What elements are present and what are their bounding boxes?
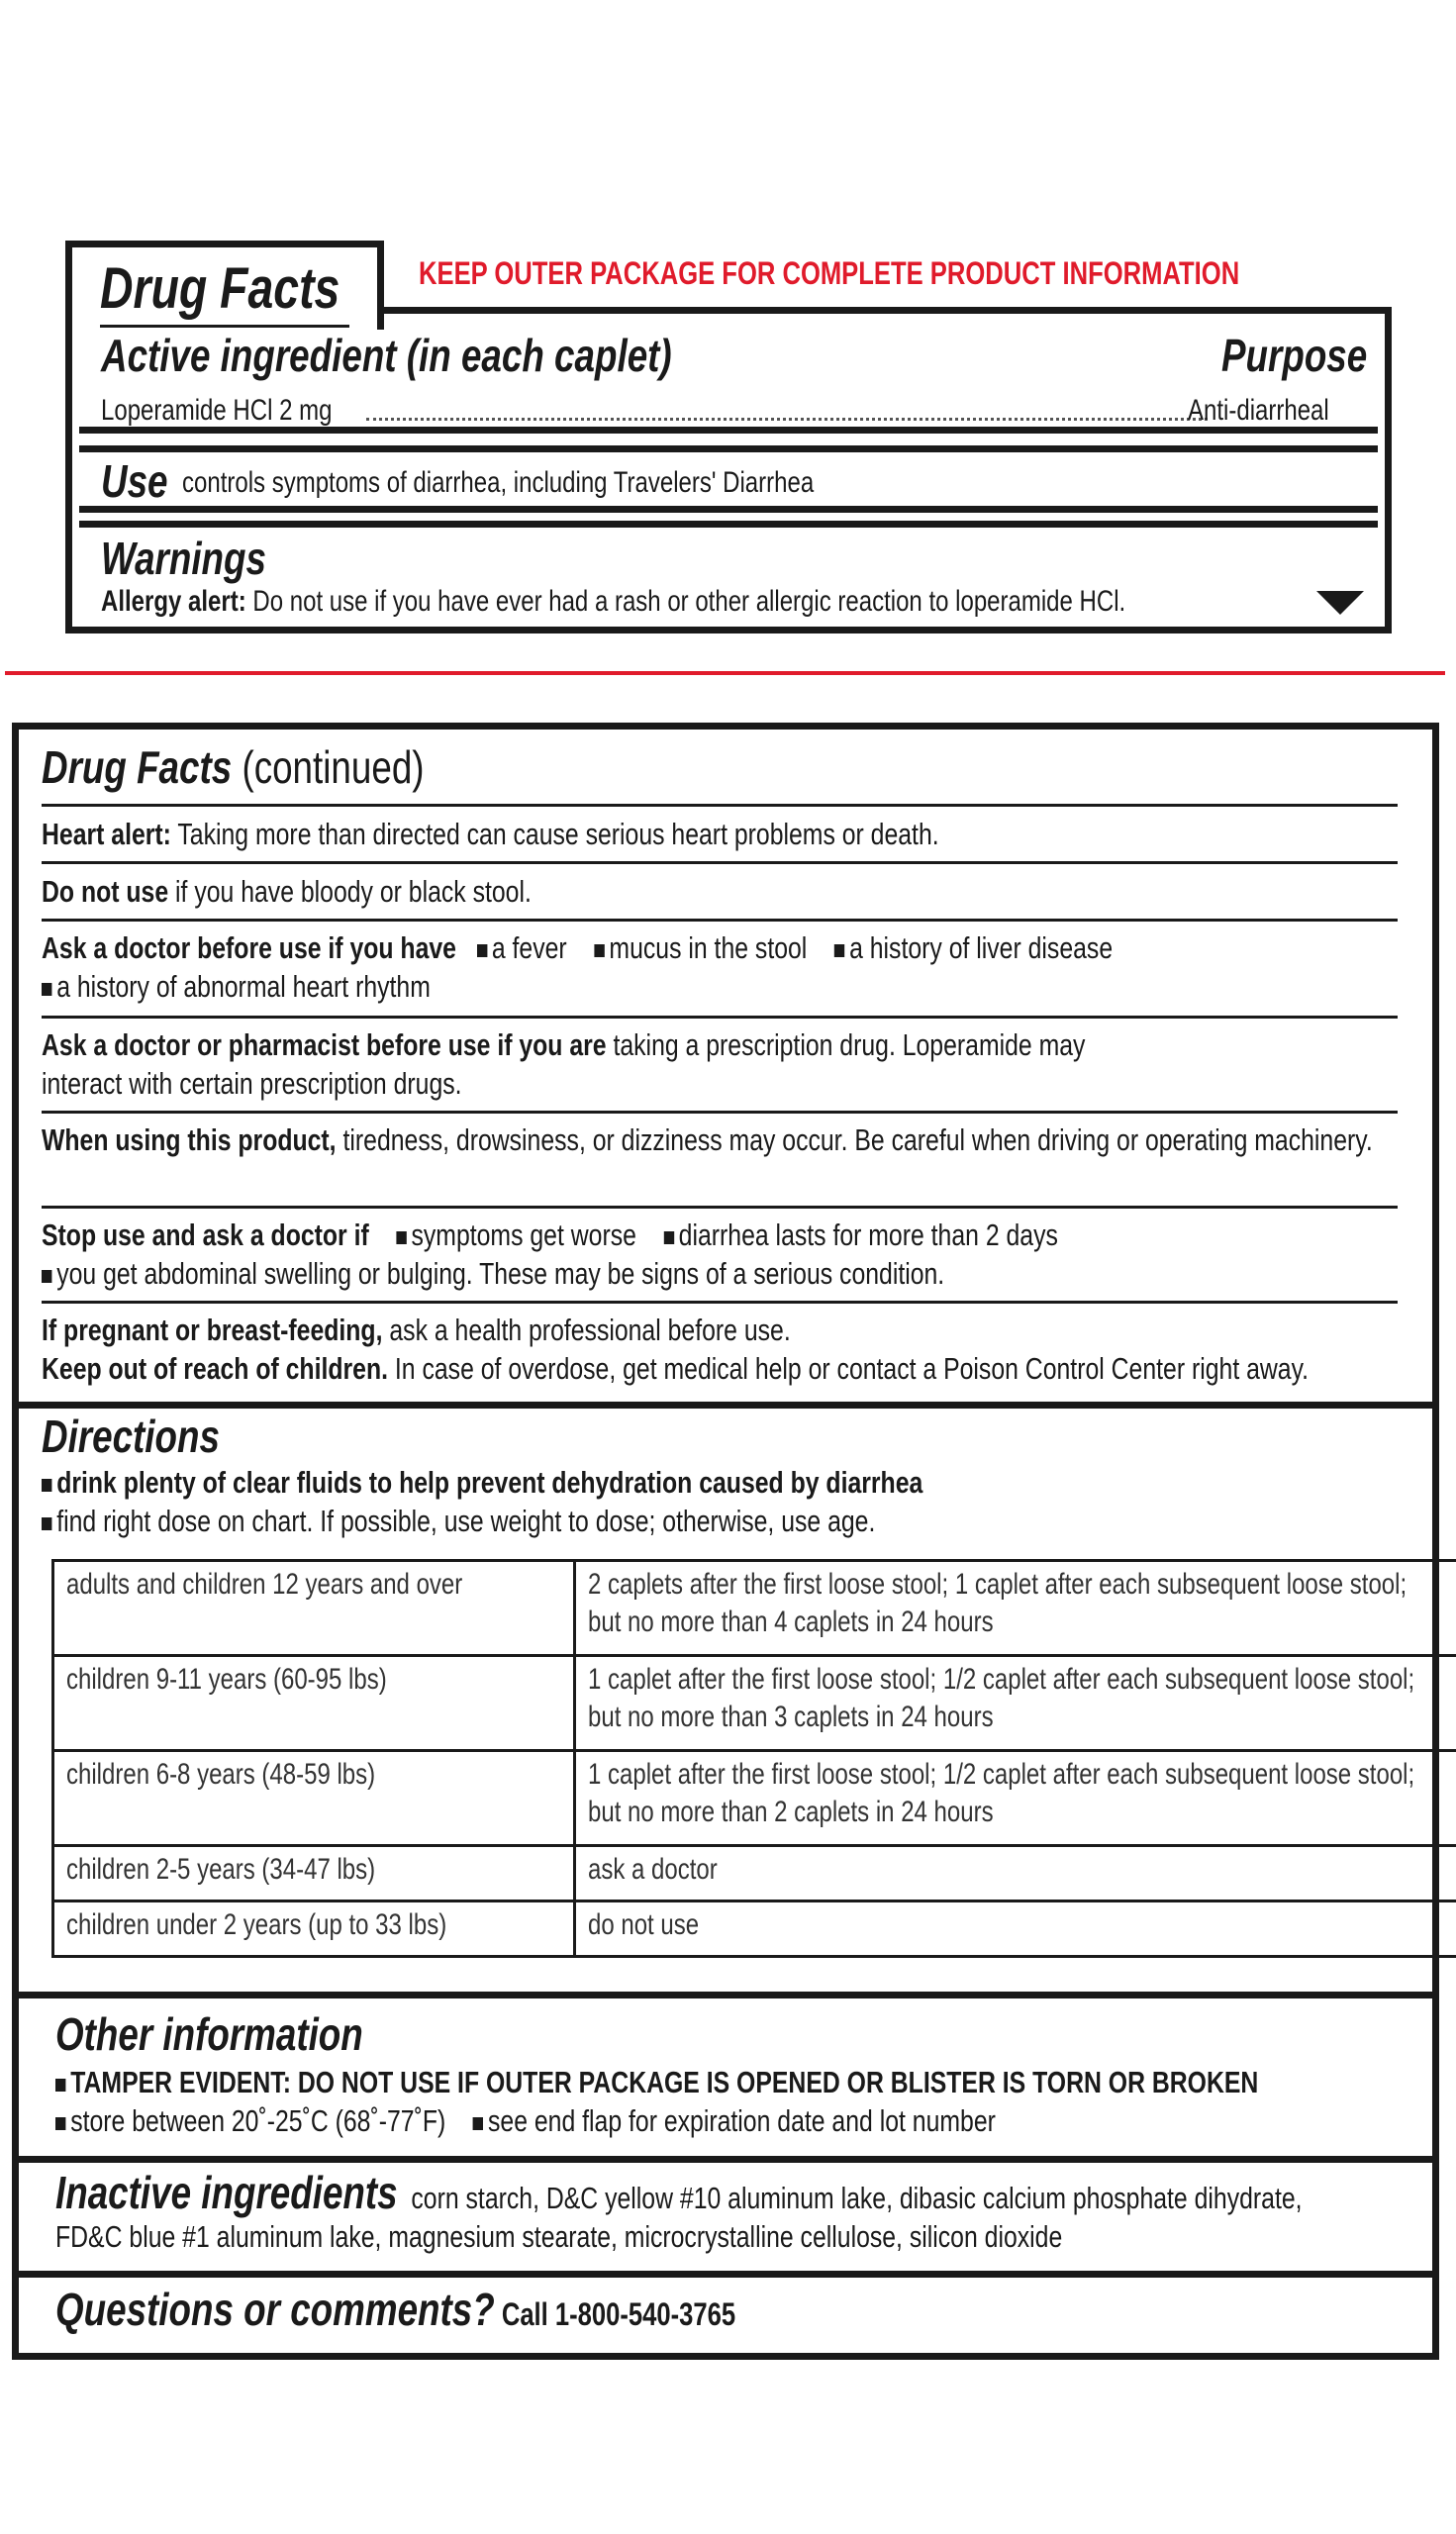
square-bullet-icon xyxy=(42,983,51,996)
square-bullet-icon xyxy=(396,1231,406,1244)
inactive-ingredients-section xyxy=(55,2167,1411,2256)
heart-alert-text: Taking more than directed can cause serious heart problems or death. xyxy=(177,817,939,851)
keep-out-text: In case of overdose, get medical help or contact a Poison Control Center right away. xyxy=(394,1351,1310,1386)
stop-use-item: diarrhea lasts for more than 2 days xyxy=(678,1218,1058,1252)
stop-use-item: you get abdominal swelling or bulging. These may be signs of a serious condition. xyxy=(56,1256,945,1291)
inactive-ingredients-header: Inactive ingredients xyxy=(55,2167,398,2218)
stop-use xyxy=(42,1216,1398,1293)
dose-cell xyxy=(575,1751,1456,1846)
continued-title xyxy=(42,740,425,794)
directions-section xyxy=(42,1410,1398,1463)
age-text: children under 2 years (up to 33 lbs) xyxy=(66,1908,447,1941)
square-bullet-icon xyxy=(42,1479,51,1492)
rule xyxy=(42,1016,1398,1019)
purpose-header: Purpose xyxy=(1221,330,1368,381)
age-cell xyxy=(53,1751,575,1846)
directions-header: Directions xyxy=(42,1411,220,1462)
age-text: children 6-8 years (48-59 lbs) xyxy=(66,1758,376,1791)
do-not-use-label: Do not use xyxy=(42,874,169,909)
pregnancy-and-children xyxy=(42,1311,1398,1388)
directions-bullet: drink plenty of clear fluids to help prevent dehydration caused by diarrhea xyxy=(56,1465,923,1500)
age-text: adults and children 12 years and over xyxy=(66,1568,463,1601)
dose-cell xyxy=(575,1846,1456,1901)
rule xyxy=(42,861,1398,864)
rule xyxy=(42,1301,1398,1304)
table-row xyxy=(53,1561,1456,1656)
allergy-alert xyxy=(101,585,1125,619)
when-using-label: When using this product, xyxy=(42,1122,337,1157)
separator-line xyxy=(5,671,1445,675)
triangle-down-icon[interactable] xyxy=(1316,591,1364,617)
square-bullet-icon xyxy=(473,2117,483,2130)
dose-text: 1 caplet after the first loose stool; 1/2 caplet after each subsequent loose stool; but no more than 2 caplets in 24 hours xyxy=(588,1758,1415,1828)
questions-section xyxy=(55,2283,1411,2336)
square-bullet-icon xyxy=(663,1231,673,1244)
square-bullet-icon xyxy=(42,1517,51,1530)
allergy-text: Do not use if you have ever had a rash or other allergic reaction to loperamide HCl. xyxy=(252,585,1126,618)
directions-bullet: find right dose on chart. If possible, use weight to dose; otherwise, use age. xyxy=(56,1504,876,1538)
section-divider xyxy=(19,2156,1432,2163)
section-divider xyxy=(19,1402,1432,1409)
inactive-ingredients-text: corn starch, D&C yellow #10 aluminum lake, dibasic calcium phosphate dihydrate, xyxy=(411,2181,1303,2215)
ask-pharmacist xyxy=(42,1025,1398,1103)
section-divider xyxy=(19,1992,1432,1998)
dose-cell xyxy=(575,1561,1456,1656)
ask-doctor-label: Ask a doctor before use if you have xyxy=(42,930,456,965)
square-bullet-icon xyxy=(55,2079,65,2092)
active-ingredient-header: Active ingredient (in each caplet) xyxy=(101,330,672,381)
when-using xyxy=(42,1121,1398,1159)
age-cell xyxy=(53,1656,575,1751)
age-cell xyxy=(53,1901,575,1957)
ingredient-name: Loperamide HCl 2 mg xyxy=(101,394,333,427)
heart-alert xyxy=(42,815,1398,853)
table-row xyxy=(53,1846,1456,1901)
age-text: children 2-5 years (34-47 lbs) xyxy=(66,1853,376,1886)
use-header: Use xyxy=(101,455,168,507)
active-ingredient-section xyxy=(79,315,1378,434)
square-bullet-icon xyxy=(834,944,844,957)
dose-cell xyxy=(575,1656,1456,1751)
stop-use-item: symptoms get worse xyxy=(411,1218,636,1252)
drug-facts-title: Drug Facts xyxy=(100,256,340,321)
heart-alert-label: Heart alert: xyxy=(42,817,171,851)
rule xyxy=(42,919,1398,922)
end-flap-text: see end flap for expiration date and lot number xyxy=(488,2103,996,2138)
allergy-label: Allergy alert: xyxy=(101,585,246,618)
rule xyxy=(42,1111,1398,1114)
questions-header: Questions or comments? xyxy=(55,2284,495,2335)
use-text: controls symptoms of diarrhea, including Travelers' Diarrhea xyxy=(182,466,815,499)
other-information-header: Other information xyxy=(55,2008,363,2060)
warnings-section xyxy=(79,521,1378,620)
other-information-items xyxy=(55,2063,1411,2140)
continued-title-main: Drug Facts xyxy=(42,741,233,793)
ask-pharmacist-label: Ask a doctor or pharmacist before use if you are xyxy=(42,1027,607,1062)
phone-number[interactable]: Call 1-800-540-3765 xyxy=(501,2296,736,2332)
use-section xyxy=(79,445,1378,513)
other-information-section xyxy=(55,2007,1411,2061)
tamper-evident-text: TAMPER EVIDENT: DO NOT USE IF OUTER PACKAGE IS OPENED OR BLISTER IS TORN OR BROKEN xyxy=(70,2065,1259,2099)
square-bullet-icon xyxy=(594,944,604,957)
keep-out-label: Keep out of reach of children. xyxy=(42,1351,388,1386)
rule xyxy=(42,1206,1398,1209)
ask-pharmacist-text: taking a prescription drug. Loperamide may interact with certain prescription drugs. xyxy=(42,1027,1086,1101)
pregnant-label: If pregnant or breast-feeding, xyxy=(42,1313,383,1347)
age-cell xyxy=(53,1846,575,1901)
inactive-ingredients-text: FD&C blue #1 aluminum lake, magnesium stearate, microcrystalline cellulose, silicon dioxide xyxy=(55,2219,1063,2254)
section-divider xyxy=(19,2271,1432,2278)
do-not-use xyxy=(42,872,1398,911)
ask-doctor-item: a history of abnormal heart rhythm xyxy=(56,969,431,1004)
stop-use-label: Stop use and ask a doctor if xyxy=(42,1218,369,1252)
dose-cell xyxy=(575,1901,1456,1957)
pregnant-text: ask a health professional before use. xyxy=(389,1313,791,1347)
table-row xyxy=(53,1901,1456,1957)
leader-dots xyxy=(366,418,1208,421)
age-cell xyxy=(53,1561,575,1656)
when-using-text: tiredness, drowsiness, or dizziness may occur. Be careful when driving or operating machinery. xyxy=(342,1122,1373,1157)
keep-outer-package-notice: KEEP OUTER PACKAGE FOR COMPLETE PRODUCT INFORMATION xyxy=(419,255,1240,291)
directions-bullets xyxy=(42,1463,1398,1540)
ask-doctor xyxy=(42,928,1398,1006)
do-not-use-text: if you have bloody or black stool. xyxy=(175,874,532,909)
dose-text: 1 caplet after the first loose stool; 1/2 caplet after each subsequent loose stool; but no more than 3 caplets in 24 hours xyxy=(588,1663,1415,1733)
ask-doctor-item: a history of liver disease xyxy=(849,930,1114,965)
square-bullet-icon xyxy=(477,944,487,957)
dose-text: ask a doctor xyxy=(588,1853,719,1886)
square-bullet-icon xyxy=(55,2117,65,2130)
rule xyxy=(42,804,1398,807)
dose-text: 2 caplets after the first loose stool; 1 caplet after each subsequent loose stool; but no more than 4 caplets in 24 hours xyxy=(588,1568,1407,1638)
table-row xyxy=(53,1656,1456,1751)
purpose-value: Anti-diarrheal xyxy=(1188,394,1329,427)
continued-title-row xyxy=(42,740,1398,794)
dosage-table xyxy=(51,1559,1456,1958)
ask-doctor-item: a fever xyxy=(491,930,567,965)
table-row xyxy=(53,1751,1456,1846)
square-bullet-icon xyxy=(42,1270,51,1283)
continued-suffix: (continued) xyxy=(242,741,425,793)
warnings-header: Warnings xyxy=(101,533,266,584)
ask-doctor-item: mucus in the stool xyxy=(609,930,808,965)
dose-text: do not use xyxy=(588,1908,700,1941)
storage-text: store between 20˚-25˚C (68˚-77˚F) xyxy=(70,2103,446,2138)
age-text: children 9-11 years (60-95 lbs) xyxy=(66,1663,387,1696)
